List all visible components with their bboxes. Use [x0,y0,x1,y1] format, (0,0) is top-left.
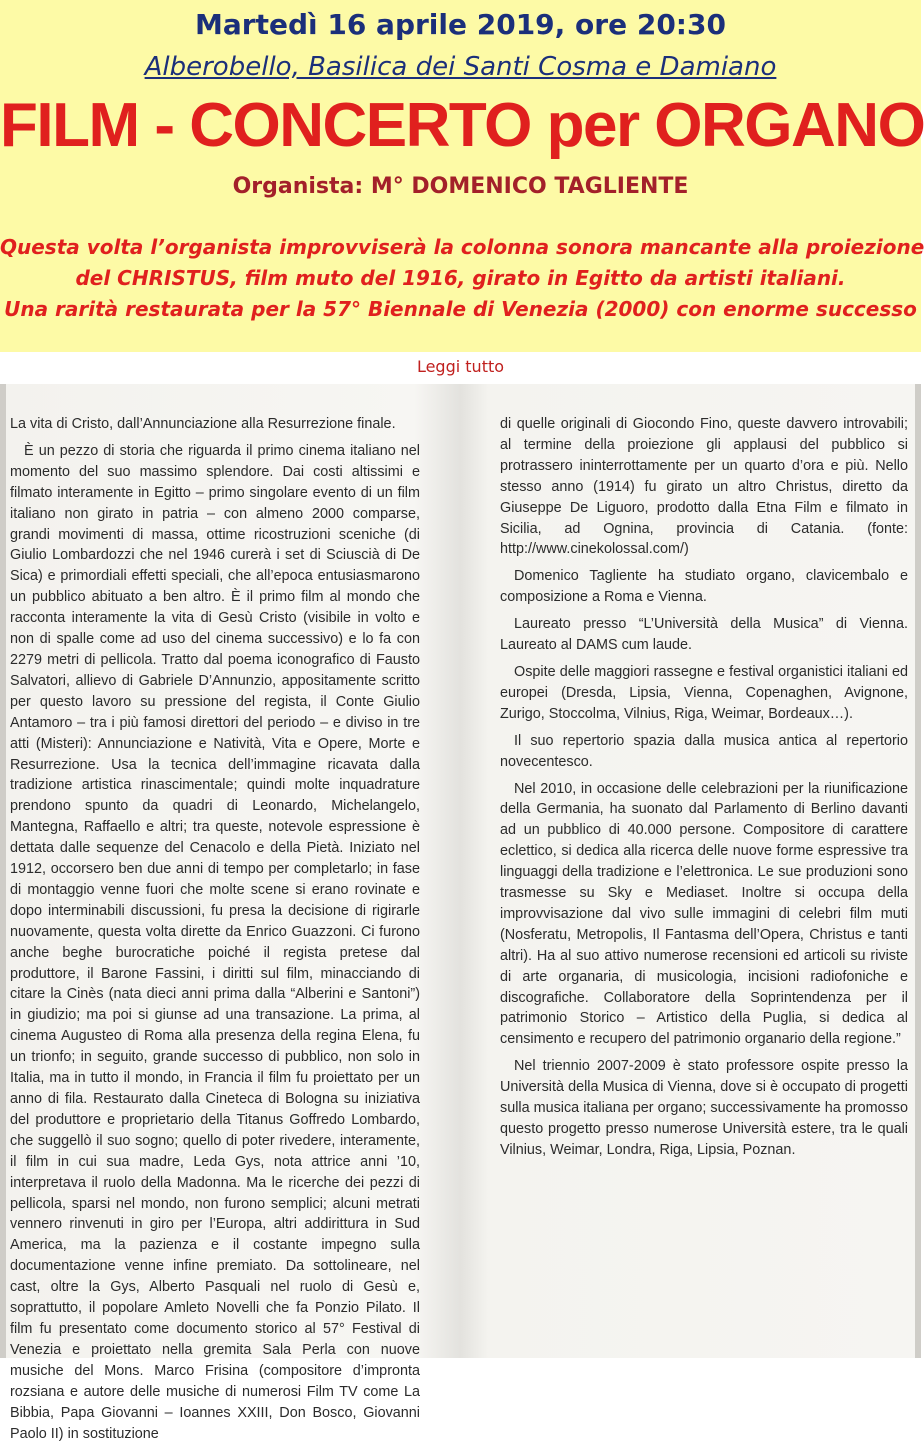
article-right-column [500,414,908,1161]
description-line: del CHRISTUS, film muto del 1916, girato in Egitto da artisti italiani. [75,266,846,290]
read-more-link[interactable]: Leggi tutto [416,357,505,376]
paragraph: Nel 2010, in occasione delle celebrazioni per la riunificazione della Germania, ha suonato dal Parlamento di Berlino davanti ad un pubblico di 40.000 persone. Compositore di carattere eclettico, si dedica alla ricerca delle nuove forme espressive tra linguaggi della tradizione e l’elettronica. Le sue produzioni sono trasmesse su Sky e Mediaset. Inoltre si occupa della improvvisazione dal vivo sulle immagini di celebri film muti (Nosferatu, Metropolis, Il Fantasma dell’Opera, Christus e tanti altri). Ha al suo attivo numerose recensioni ed articoli su riviste di arte organaria, di musicologia, incisioni radiofoniche e discografiche. Collaboratore della Soprintendenza per il patrimonio Storico – Artistico della Puglia, si dedica al censimento e recupero del patrimonio organario della regione.” [500,780,908,1048]
page-edge [0,384,6,1358]
event-venue: Alberobello, Basilica dei Santi Cosma e Damiano [144,52,777,82]
scanned-page [0,384,921,1442]
organist-name: Organista: M° DOMENICO TAGLIENTE [232,174,689,199]
paragraph: È un pezzo di storia che riguarda il primo cinema italiano nel momento del suo massimo splendore. Dai costi altissimi e filmato interamente in Egitto – primo singolare evento di un film italiano non girato in patria – con almeno 2000 comparse, grandi movimenti di massa, ottime ricostruzioni sceniche (di Giulio Lombardozzi che nel 1946 curerà i set di Sciuscià di De Sica) e primordiali effetti speciali, che all’epoca entusiasmarono un pubblico abituato a ben altro. È il primo film al mondo che racconta interamente la vita di Gesù Cristo (visibile in volto e non di spalle come ad uso del cinema successivo) e lo fa con 2279 metri di pellicola. Tratto dal poema iconografico di Fausto Salvatori, allievo di Gabriele D’Annunzio, appositamente scritto per questo lavoro su pressione del regista, il Conte Giulio Antamoro – tra i più famosi direttori del periodo – e diviso in tre atti (Misteri): Annunciazione e Natività, Vita e Opere, Morte e Resurrezione. Usa la tecnica dell’immagine ricavata dalla tradizione artistica rinascimentale; quindi molte inquadrature prendono spunto da quadri di Leonardo, Michelangelo, Mantegna, Raffaello e altri; tra queste, notevole espressione è dettata dalle sequenze del Cenacolo e della Pietà. Iniziato nel 1912, occorsero ben due anni di tempo per completarlo; in fase di montaggio venne fuori che molte scene si erano rovinate e dopo interminabili discussioni, fu presa la decisione di rigirarle nuovamente, questa volta dirette da Enrico Guazzoni. Ci furono anche beghe burocratiche poiché il regista pretese dal produttore, il Barone Fassini, i diritti sul film, minacciando di citare la Cinès (nata dieci anni prima dalla “Alberini e Santoni”) in giudizio; ma poi si giunse ad una transazione. La prima, al cinema Augusteo di Roma alla presenza della regina Elena, fu un trionfo; in seguito, grande successo di pubblico, non solo in Italia, ma in tutto il mondo, in Francia il film fu proiettato per un anno di fila. Restaurato dalla Cineteca di Bologna su iniziativa del produttore e proprietario della Titanus Goffredo Lombardo, che suggellò il suo sogno; quello di poter rivedere, interamente, il film in cui sua madre, Leda Gys, nota attrice anni ’10, interpretava il ruolo della Madonna. Ma le ricerche dei pezzi di pellicola, sparsi nel mondo, non furono semplici; alcuni metrati vennero rinvenuti in giro per l’Europa, altri addirittura in Sud America, ma la pazienza e il costante impegno sulla documentazione venne infine premiato. Da sottolineare, nel cast, oltre la Gys, Alberto Pasquali nel ruolo di Gesù e, soprattutto, il popolare Amleto Novelli che fa Ponzio Pilato. Il film fu presentato come documento storico al 57° Festival di Venezia e proiettato nella gremita Sala Perla con nuove musiche del Mons. Marco Frisina (compositore d’impronta rozsiana e autore delle musiche di numerosi Film TV come La Bibbia, Papa Giovanni – Ioannes XXIII, Don Bosco, Giovanni Paolo II) in sostituzione [10,442,420,1442]
event-description [0,232,924,325]
paragraph: Nel triennio 2007-2009 è stato professore ospite presso la Università della Musica di Vienna, dove si è occupato di progetti sulla musica italiana per organo; successivamente ha promosso questo progetto presso numerose Università estere, tra le quali Vilnius, Weimar, Londra, Riga, Lipsia, Poznan. [500,1058,908,1158]
event-banner [0,0,924,352]
event-date: Martedì 16 aprile 2019, ore 20:30 [195,8,726,41]
description-line: Una rarità restaurata per la 57° Biennale di Venezia (2000) con enorme successo [4,297,917,321]
article-left-column [10,414,420,1444]
page-edge [915,384,921,1358]
event-title: FILM - CONCERTO per ORGANO [0,91,924,160]
paragraph: Domenico Tagliente ha studiato organo, clavicembalo e composizione a Roma e Vienna. [500,568,908,606]
paragraph: La vita di Cristo, dall’Annunciazione alla Resurrezione finale. [10,416,396,432]
paragraph: di quelle originali di Giocondo Fino, queste davvero introvabili; al termine della proiezione gli applausi del pubblico si protrassero ininterrottamente per un quarto d’ora e più. Nello stesso anno (1914) fu girato un altro Christus, diretto da Giuseppe De Liguoro, prodotto dalla Etna Film e filmato in Sicilia, ad Ognina, provincia di Catania. (fonte: http://www.cinekolossal.com/) [500,416,908,558]
paragraph: Ospite delle maggiori rassegne e festival organistici italiani ed europei (Dresda, Lipsia, Vienna, Copenaghen, Avignone, Zurigo, Stoccolma, Vilnius, Riga, Weimar, Bordeaux…). [500,663,908,722]
read-more [0,357,921,376]
paragraph: Laureato presso “L’Università della Musica” di Vienna. Laureato al DAMS cum laude. [500,616,908,654]
description-line: Questa volta l’organista improvviserà la colonna sonora mancante alla proiezione [0,235,924,259]
paragraph: Il suo repertorio spazia dalla musica antica al repertorio novecentesco. [500,732,908,770]
